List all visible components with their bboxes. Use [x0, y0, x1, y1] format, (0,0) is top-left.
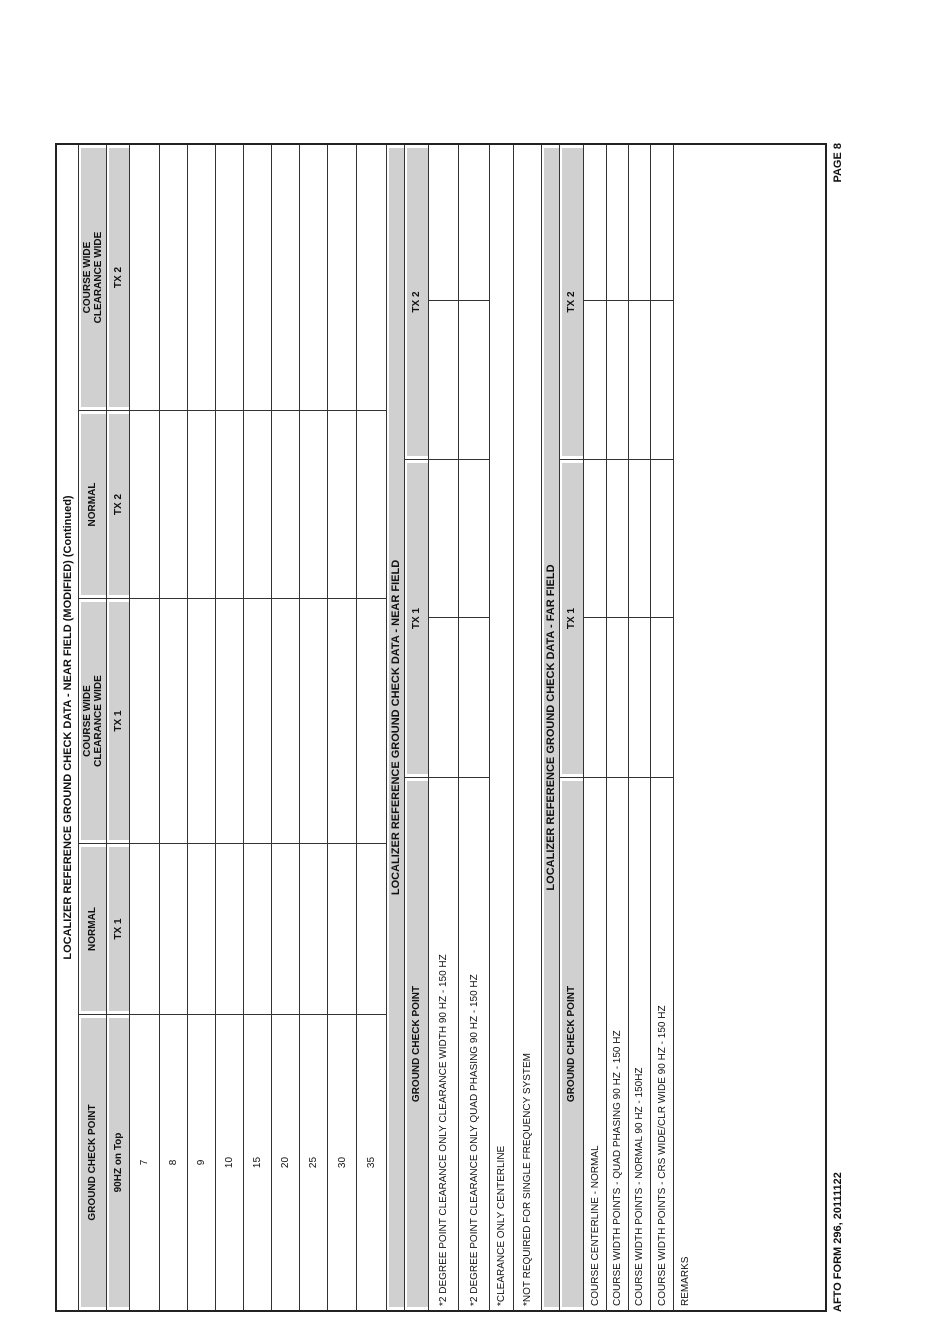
near-header-ground-check-point-label: GROUND CHECK POINT — [411, 985, 422, 1103]
sub-header-3 — [107, 410, 129, 598]
far-field-title-row — [542, 145, 560, 1310]
table-row — [188, 145, 216, 1310]
ground-check-point — [459, 777, 489, 1310]
table-title-row — [57, 145, 79, 1310]
far-field-title-label: LOCALIZER REFERENCE GROUND CHECK DATA - FAR FIELD — [544, 564, 557, 891]
far-field-sub-header-row — [560, 145, 584, 1310]
data-entry-cell[interactable] — [216, 598, 243, 843]
data-entry-cell[interactable] — [651, 459, 673, 617]
data-entry-cell[interactable] — [459, 617, 489, 777]
data-entry-cell[interactable] — [272, 145, 299, 410]
ground-check-point-label: 8 — [168, 1159, 179, 1166]
data-entry-cell[interactable] — [459, 300, 489, 459]
note — [490, 145, 513, 1310]
table-row — [244, 145, 272, 1310]
header-normal-tx2-label: NORMAL — [87, 482, 98, 527]
rotated-form-page — [55, 143, 855, 1312]
data-entry-cell[interactable] — [272, 843, 299, 1014]
data-entry-cell[interactable] — [607, 617, 628, 777]
table-row — [300, 145, 328, 1310]
header-normal-tx1 — [79, 843, 106, 1014]
data-entry-cell[interactable] — [244, 843, 271, 1014]
ground-check-point — [130, 1014, 159, 1310]
ground-check-point — [651, 777, 673, 1310]
data-entry-cell[interactable] — [651, 300, 673, 459]
far-header-ground-check-point-label: GROUND CHECK POINT — [566, 985, 577, 1103]
data-entry-cell[interactable] — [130, 145, 159, 410]
sub-header-row — [107, 145, 130, 1310]
data-entry-cell[interactable] — [328, 843, 356, 1014]
table-row — [584, 145, 607, 1310]
ground-check-point-label: 10 — [224, 1156, 235, 1169]
header-normal-tx2 — [79, 410, 106, 598]
data-entry-cell[interactable] — [216, 410, 243, 598]
ground-check-point-label: COURSE WIDTH POINTS - NORMAL 90 HZ - 150HZ — [634, 1067, 645, 1306]
header-course-wide-tx2-label: COURSE WIDE — [81, 241, 93, 314]
ground-check-point-label: COURSE WIDTH POINTS - QUAD PHASING 90 HZ - 150 HZ — [612, 1030, 623, 1306]
near-field-sub-header-row — [405, 145, 429, 1310]
remarks-row — [674, 145, 825, 1310]
data-entry-cell[interactable] — [357, 410, 386, 598]
table-row — [429, 145, 459, 1310]
note-row — [514, 145, 542, 1310]
data-entry-cell[interactable] — [130, 598, 159, 843]
ground-check-point-label: *2 DEGREE POINT CLEARANCE ONLY QUAD PHASING 90 HZ - 150 HZ — [468, 974, 480, 1306]
form-id: AFTO FORM 296, 20111122 — [832, 1172, 844, 1312]
data-entry-cell[interactable] — [459, 459, 489, 617]
data-entry-cell[interactable] — [584, 300, 606, 459]
sub-header-4 — [107, 145, 129, 410]
far-header-tx1-label: TX 1 — [566, 607, 577, 630]
remarks-field-label: REMARKS — [680, 1256, 691, 1306]
data-entry-cell[interactable] — [300, 843, 327, 1014]
table-row — [272, 145, 300, 1310]
table-row — [216, 145, 244, 1310]
far-header-tx2-label: TX 2 — [566, 291, 577, 313]
remarks-field[interactable] — [674, 145, 825, 1310]
near-header-tx2-label: TX 2 — [411, 291, 422, 313]
table-row — [607, 145, 629, 1310]
page-number: PAGE 8 — [832, 143, 844, 183]
far-header-tx1 — [560, 459, 583, 777]
near-header-tx2 — [405, 145, 428, 459]
header-normal-tx1-label: NORMAL — [87, 907, 98, 951]
ground-check-point — [584, 777, 606, 1310]
ground-check-point — [300, 1014, 327, 1310]
data-entry-cell[interactable] — [429, 145, 458, 300]
data-entry-cell[interactable] — [272, 598, 299, 843]
note-label: *CLEARANCE ONLY CENTERLINE — [496, 1145, 507, 1306]
data-entry-cell[interactable] — [244, 145, 271, 410]
data-entry-cell[interactable] — [160, 145, 187, 410]
near-header-tx1 — [405, 459, 428, 777]
table-title-label: LOCALIZER REFERENCE GROUND CHECK DATA - NEAR FIELD (MODIFIED) (Continued) — [61, 495, 74, 960]
data-entry-cell[interactable] — [357, 843, 386, 1014]
sub-header-2-label: TX 1 — [112, 710, 124, 732]
data-entry-cell[interactable] — [328, 410, 356, 598]
sub-header-1 — [107, 843, 129, 1014]
ground-check-table — [55, 143, 827, 1312]
sub-header-0 — [107, 1014, 129, 1310]
sub-header-1-label: TX 1 — [112, 918, 124, 940]
data-entry-cell[interactable] — [651, 145, 673, 300]
data-entry-cell[interactable] — [160, 598, 187, 843]
data-entry-cell[interactable] — [629, 459, 650, 617]
data-entry-cell[interactable] — [216, 843, 243, 1014]
data-entry-cell[interactable] — [244, 410, 271, 598]
note-row — [490, 145, 514, 1310]
near-field-title-row — [387, 145, 405, 1310]
ground-check-point — [160, 1014, 187, 1310]
data-entry-cell[interactable] — [300, 145, 327, 410]
near-field-title — [387, 145, 404, 1310]
data-entry-cell[interactable] — [459, 145, 489, 300]
near-header-ground-check-point — [405, 777, 428, 1310]
far-header-tx2 — [560, 145, 583, 459]
data-entry-cell[interactable] — [300, 410, 327, 598]
ground-check-point — [429, 777, 458, 1310]
data-entry-cell[interactable] — [429, 617, 458, 777]
ground-check-point — [216, 1014, 243, 1310]
data-entry-cell[interactable] — [300, 598, 327, 843]
data-entry-cell[interactable] — [584, 617, 606, 777]
data-entry-cell[interactable] — [429, 300, 458, 459]
data-entry-cell[interactable] — [607, 145, 628, 300]
table-row — [328, 145, 357, 1310]
data-entry-cell[interactable] — [629, 300, 650, 459]
ground-check-point-label: 25 — [308, 1156, 319, 1169]
header-course-wide-tx1-label: COURSE WIDE — [81, 685, 93, 757]
sub-header-4-label: TX 2 — [112, 266, 124, 289]
ground-check-point-label: COURSE WIDTH POINTS - CRS WIDE/CLR WIDE 90 HZ - 150 HZ — [656, 1005, 668, 1306]
data-entry-cell[interactable] — [651, 617, 673, 777]
data-entry-cell[interactable] — [244, 598, 271, 843]
data-entry-cell[interactable] — [188, 598, 215, 843]
form-footer — [832, 143, 844, 1312]
ground-check-point-label: COURSE CENTERLINE - NORMAL — [589, 1145, 601, 1306]
column-header-row — [79, 145, 107, 1310]
ground-check-point-label: 15 — [252, 1156, 263, 1169]
sub-header-3-label: TX 2 — [112, 493, 124, 516]
data-entry-cell[interactable] — [584, 145, 606, 300]
data-entry-cell[interactable] — [357, 598, 386, 843]
data-entry-cell[interactable] — [272, 410, 299, 598]
data-entry-cell[interactable] — [130, 410, 159, 598]
data-entry-cell[interactable] — [130, 843, 159, 1014]
near-field-title-label: LOCALIZER REFERENCE GROUND CHECK DATA - NEAR FIELD — [389, 559, 402, 896]
data-entry-cell[interactable] — [160, 410, 187, 598]
data-entry-cell[interactable] — [607, 300, 628, 459]
header-ground-check-point-label: GROUND CHECK POINT — [87, 1104, 98, 1221]
ground-check-point-label: 30 — [336, 1156, 348, 1169]
ground-check-point-label: 35 — [366, 1156, 377, 1169]
table-row — [357, 145, 387, 1310]
near-header-tx1-label: TX 1 — [411, 607, 422, 630]
data-entry-cell[interactable] — [188, 843, 215, 1014]
data-entry-cell[interactable] — [429, 459, 458, 617]
data-entry-cell[interactable] — [357, 145, 386, 410]
data-entry-cell[interactable] — [216, 145, 243, 410]
ground-check-point-label: 9 — [196, 1159, 207, 1166]
ground-check-point — [244, 1014, 271, 1310]
data-entry-cell[interactable] — [188, 410, 215, 598]
ground-check-point — [188, 1014, 215, 1310]
ground-check-point-label: 7 — [139, 1159, 150, 1166]
far-field-title — [542, 145, 559, 1310]
ground-check-point — [328, 1014, 356, 1310]
ground-check-point — [607, 777, 628, 1310]
data-entry-cell[interactable] — [328, 598, 356, 843]
table-row — [459, 145, 490, 1310]
data-entry-cell[interactable] — [328, 145, 356, 410]
header-course-wide-tx1 — [79, 598, 106, 843]
ground-check-point-label: 20 — [280, 1156, 291, 1169]
table-row — [160, 145, 188, 1310]
note-label: *NOT REQUIRED FOR SINGLE FREQUENCY SYSTEM — [522, 1052, 533, 1306]
data-entry-cell[interactable] — [188, 145, 215, 410]
note — [514, 145, 541, 1310]
table-title — [57, 145, 78, 1310]
ground-check-point-label: *2 DEGREE POINT CLEARANCE ONLY CLEARANCE WIDTH 90 HZ - 150 HZ — [438, 954, 449, 1306]
sub-header-2 — [107, 598, 129, 843]
header-ground-check-point — [79, 1014, 106, 1310]
table-row — [130, 145, 160, 1310]
data-entry-cell[interactable] — [607, 459, 628, 617]
data-entry-cell[interactable] — [584, 459, 606, 617]
far-header-ground-check-point — [560, 777, 583, 1310]
table-row — [629, 145, 651, 1310]
sub-header-0-label: 90HZ on Top — [112, 1132, 124, 1193]
ground-check-point — [272, 1014, 299, 1310]
table-row — [651, 145, 674, 1310]
header-clearance-wide-label: CLEARANCE WIDE — [92, 675, 104, 767]
data-entry-cell[interactable] — [160, 843, 187, 1014]
ground-check-point — [357, 1014, 386, 1310]
data-entry-cell[interactable] — [629, 145, 650, 300]
ground-check-point — [629, 777, 650, 1310]
header-course-wide-tx2 — [79, 145, 106, 410]
header-clearance-wide-label: CLEARANCE WIDE — [92, 231, 104, 324]
data-entry-cell[interactable] — [629, 617, 650, 777]
